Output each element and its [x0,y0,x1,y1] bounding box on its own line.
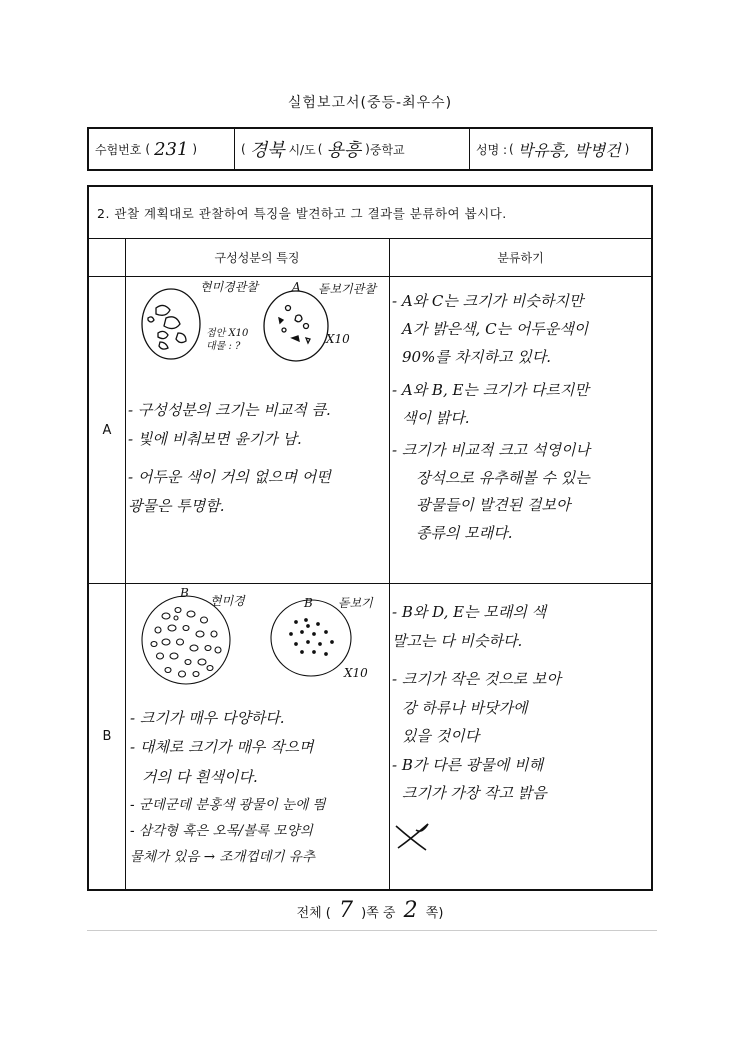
row-a-classify [392,288,590,548]
question-text: 2. 관찰 계획대로 관찰하여 특징을 발견하고 그 결과를 분류하여 봅시다. [89,187,651,239]
row-b-feature-6: 물체가 있음 → 조개껍데기 유추 [130,849,315,866]
row-b-feature-2: - 대체로 크기가 매우 작으며 [130,738,314,757]
footer-total: 7 [339,898,354,923]
name-label: 성명 : [476,142,508,157]
scribble-mark [392,818,436,854]
exam-number-cell: 수험번호 ( 231 ) [95,138,198,160]
row-a-classify-4: - A와 B, E는 크기가 다르지만 [392,381,589,400]
row-b-feature-4: - 군데군데 분홍색 광물이 눈에 띔 [130,796,326,813]
row-b-classify-2: 말고는 다 비슷하다. [392,631,523,650]
province-value: 경북 [249,140,285,161]
school-value: 용흥 [326,140,362,161]
footer-suffix: 쪽) [425,906,444,921]
row-a-classify-1: - A와 C는 크기가 비슷하지만 [392,292,584,310]
info-table [87,127,653,171]
microscope-circle-a [142,289,200,359]
name-cell: 성명 : ( 박유흥, 박병건 ) [469,129,651,169]
a-left-mag-1: 접안 X10 [206,328,249,339]
row-b-classify-4: 강 하류나 바닷가에 [402,698,528,717]
row-divider [89,583,651,584]
row-b-classify-1: - B와 D, E는 모래의 색 [392,603,547,621]
page-footer [0,898,740,923]
document-title: 실험보고서(중등-최우수) [287,95,453,111]
a-left-title: 현미경관찰 [200,280,258,294]
row-label-b: B [102,729,112,744]
row-b-classify [392,598,561,808]
a-right-letter: A [292,280,301,294]
a-left-mag-2: 대물 : ? [206,340,241,352]
row-b-classify-5: 있을 것이다 [402,727,480,745]
classify-header: 분류하기 [390,239,651,277]
b-right-letter: B [304,596,313,610]
row-b-feature-3: 거의 다 흰색이다. [142,767,258,786]
exam-number-label: 수험번호 [95,142,142,157]
row-a-feature-3: - 어두운 색이 거의 없으며 어떤 [128,468,331,486]
a-right-mag: X10 [326,332,350,346]
province-suffix: 시/도 [288,142,316,157]
b-right-mag: X10 [344,666,368,680]
b-right-title: 돋보기 [338,596,373,610]
bottom-rule [87,930,657,931]
row-a-feature-2: - 빛에 비춰보면 윤기가 남. [128,429,302,448]
row-a-classify-2: A가 밝은색, C는 어두운색이 [402,319,589,338]
row-a-classify-6: - 크기가 비교적 크고 석영이나 [392,440,591,459]
row-a-features [128,396,331,520]
footer-prefix: 전체 ( [296,906,331,921]
row-a-classify-8: 광물들이 발견된 걸보아 [416,496,571,515]
row-label-a: A [102,422,112,438]
footer-page: 2 [403,898,418,923]
row-a-classify-7: 장석으로 유추해볼 수 있는 [416,468,590,487]
row-b-feature-5: - 삼각형 혹은 오목/볼록 모양의 [130,823,313,840]
b-left-letter: B [180,586,189,600]
a-right-title: 돋보기관찰 [318,282,376,296]
names-value: 박유흥, 박병건 [517,140,621,160]
row-b-classify-3: - 크기가 작은 것으로 보아 [392,670,562,688]
row-b-features [130,704,326,871]
magnifier-circle-a [264,291,328,361]
exam-number-value: 231 [154,138,189,160]
row-b-classify-6: - B가 다른 광물에 비해 [392,755,544,774]
row-a-classify-5: 색이 밝다. [402,409,470,427]
a-left-mag [206,328,248,353]
school-cell: ( 경북 시/도 ( 용흥 ) 중학교 [234,129,469,169]
row-b-classify-7: 크기가 가장 작고 밝음 [402,784,547,802]
features-header: 구성성분의 특징 [125,239,389,277]
b-left-title: 현미경 [210,594,245,608]
school-suffix: 중학교 [369,142,405,157]
row-a-feature-4: 광물은 투명함. [128,496,225,515]
row-b-feature-1: - 크기가 매우 다양하다. [130,709,285,727]
row-a-classify-3: 90%를 차지하고 있다. [402,347,552,366]
footer-middle: )쪽 중 [361,906,396,921]
row-a-classify-9: 종류의 모래다. [416,524,513,542]
row-a-feature-1: - 구성성분의 크기는 비교적 큼. [128,401,331,419]
label-column-divider [125,239,126,889]
